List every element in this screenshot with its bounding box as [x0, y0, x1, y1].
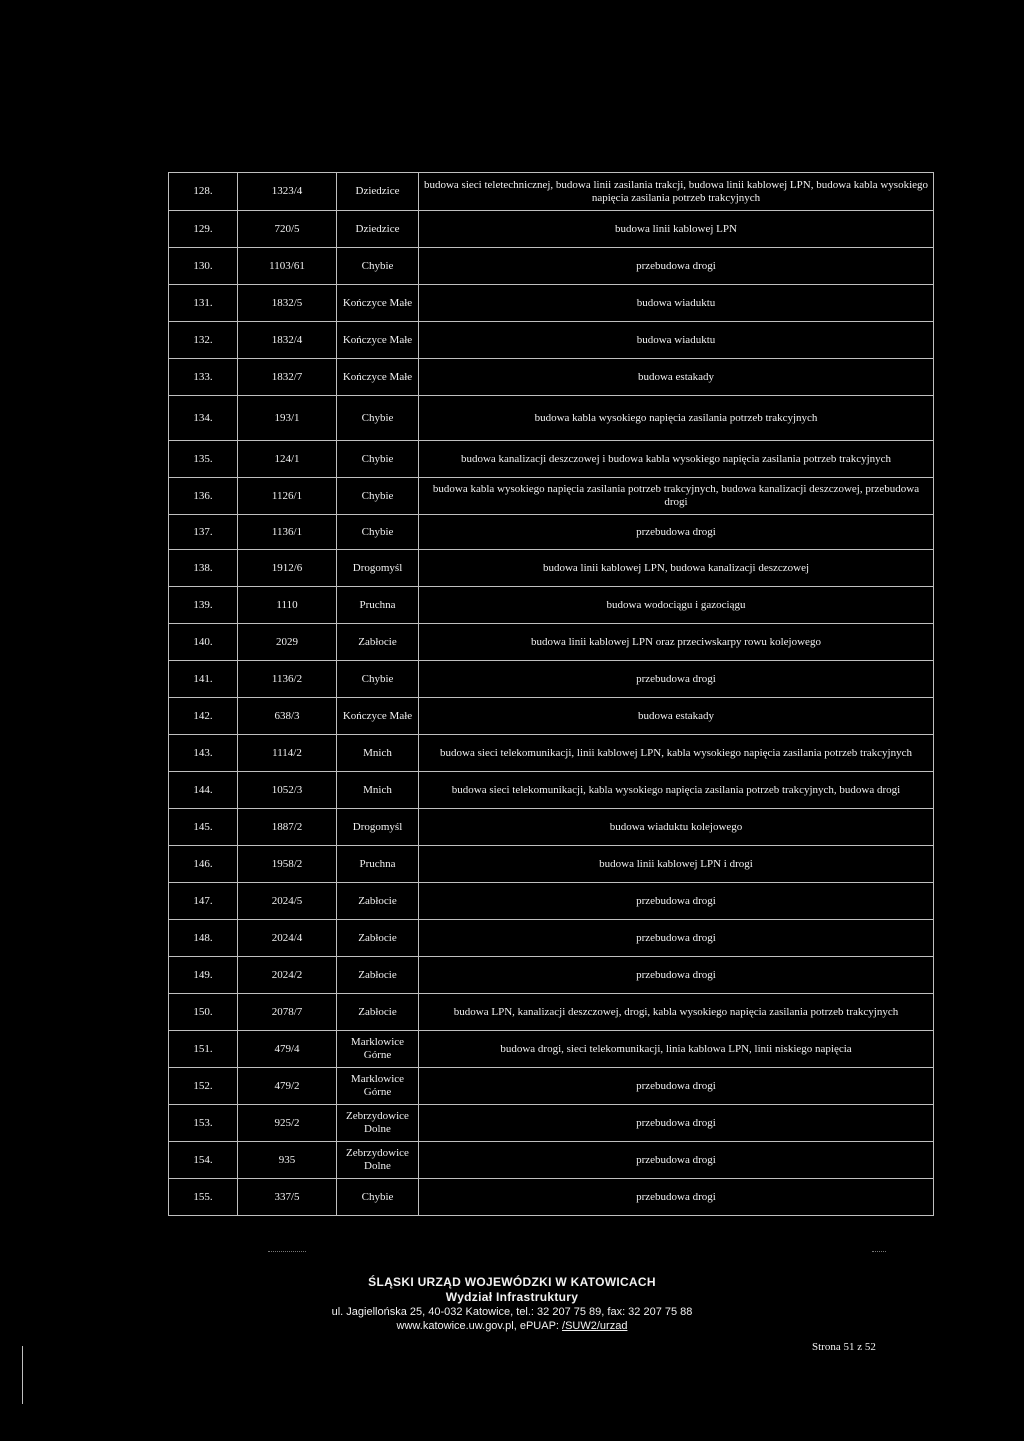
row-number: 154.: [169, 1142, 238, 1179]
parcel-number: 1832/5: [238, 285, 337, 322]
precinct-name: Chybie: [337, 478, 419, 515]
row-number: 130.: [169, 248, 238, 285]
row-number: 155.: [169, 1179, 238, 1216]
table-row: [169, 211, 934, 248]
table-row: [169, 1105, 934, 1142]
row-number: 139.: [169, 587, 238, 624]
parcel-number: 720/5: [238, 211, 337, 248]
table-row: [169, 322, 934, 359]
table-row: [169, 515, 934, 550]
row-number: 134.: [169, 396, 238, 441]
parcel-number: 1136/1: [238, 515, 337, 550]
works-description: budowa linii kablowej LPN i drogi: [419, 846, 934, 883]
margin-rule: [22, 1346, 23, 1404]
precinct-name: Chybie: [337, 441, 419, 478]
parcel-number: 1136/2: [238, 661, 337, 698]
table-row: [169, 248, 934, 285]
table-row: [169, 285, 934, 322]
works-description: budowa wiaduktu: [419, 322, 934, 359]
table-row: [169, 957, 934, 994]
table-row: [169, 396, 934, 441]
precinct-name: Zebrzydowice Dolne: [337, 1142, 419, 1179]
works-description: budowa drogi, sieci telekomunikacji, linia kablowa LPN, linii niskiego napięcia: [419, 1031, 934, 1068]
row-number: 137.: [169, 515, 238, 550]
row-number: 150.: [169, 994, 238, 1031]
works-description: przebudowa drogi: [419, 1068, 934, 1105]
parcel-number: 193/1: [238, 396, 337, 441]
parcel-number: 935: [238, 1142, 337, 1179]
precinct-name: Chybie: [337, 396, 419, 441]
row-number: 141.: [169, 661, 238, 698]
works-description: przebudowa drogi: [419, 957, 934, 994]
precinct-name: Zebrzydowice Dolne: [337, 1105, 419, 1142]
precinct-name: Zabłocie: [337, 920, 419, 957]
table-row: [169, 359, 934, 396]
works-description: budowa kabla wysokiego napięcia zasilania potrzeb trakcyjnych: [419, 396, 934, 441]
table-row: [169, 846, 934, 883]
works-description: budowa LPN, kanalizacji deszczowej, drogi, kabla wysokiego napięcia zasilania potrzeb trakcyjnych: [419, 994, 934, 1031]
row-number: 128.: [169, 173, 238, 211]
works-description: budowa kanalizacji deszczowej i budowa kabla wysokiego napięcia zasilania potrzeb trakcyjnych: [419, 441, 934, 478]
works-description: budowa estakady: [419, 359, 934, 396]
row-number: 142.: [169, 698, 238, 735]
footer-separator-left: [268, 1251, 306, 1253]
precinct-name: Zabłocie: [337, 624, 419, 661]
works-description: przebudowa drogi: [419, 1142, 934, 1179]
table-row: [169, 478, 934, 515]
precinct-name: Pruchna: [337, 846, 419, 883]
footer-web-line: [0, 1319, 1024, 1333]
precinct-name: Kończyce Małe: [337, 359, 419, 396]
precinct-name: Dziedzice: [337, 211, 419, 248]
row-number: 146.: [169, 846, 238, 883]
row-number: 153.: [169, 1105, 238, 1142]
row-number: 140.: [169, 624, 238, 661]
parcels-table: [168, 172, 934, 1216]
table-row: [169, 1179, 934, 1216]
row-number: 152.: [169, 1068, 238, 1105]
parcel-number: 1103/61: [238, 248, 337, 285]
parcel-number: 2029: [238, 624, 337, 661]
precinct-name: Zabłocie: [337, 994, 419, 1031]
precinct-name: Drogomyśl: [337, 550, 419, 587]
table-row: [169, 920, 934, 957]
page-number: Strona 51 z 52: [812, 1341, 876, 1353]
row-number: 138.: [169, 550, 238, 587]
table-row: [169, 994, 934, 1031]
works-description: przebudowa drogi: [419, 883, 934, 920]
parcels-table-body: [169, 173, 934, 1216]
works-description: budowa sieci telekomunikacji, kabla wysokiego napięcia zasilania potrzeb trakcyjnych, budowa drogi: [419, 772, 934, 809]
parcel-number: 479/4: [238, 1031, 337, 1068]
row-number: 147.: [169, 883, 238, 920]
works-description: budowa wiaduktu kolejowego: [419, 809, 934, 846]
precinct-name: Kończyce Małe: [337, 698, 419, 735]
precinct-name: Chybie: [337, 248, 419, 285]
precinct-name: Marklowice Górne: [337, 1068, 419, 1105]
precinct-name: Zabłocie: [337, 883, 419, 920]
parcel-number: 925/2: [238, 1105, 337, 1142]
precinct-name: Chybie: [337, 515, 419, 550]
footer: [0, 1275, 1024, 1333]
parcel-number: 1958/2: [238, 846, 337, 883]
parcel-number: 1126/1: [238, 478, 337, 515]
parcel-number: 337/5: [238, 1179, 337, 1216]
table-row: [169, 550, 934, 587]
parcel-number: 1323/4: [238, 173, 337, 211]
precinct-name: Chybie: [337, 661, 419, 698]
table-row: [169, 809, 934, 846]
footer-separator-right: [872, 1251, 886, 1253]
precinct-name: Marklowice Górne: [337, 1031, 419, 1068]
works-description: budowa wiaduktu: [419, 285, 934, 322]
row-number: 151.: [169, 1031, 238, 1068]
parcel-number: 1887/2: [238, 809, 337, 846]
row-number: 149.: [169, 957, 238, 994]
parcel-number: 2078/7: [238, 994, 337, 1031]
row-number: 136.: [169, 478, 238, 515]
table-row: [169, 735, 934, 772]
works-description: budowa linii kablowej LPN oraz przeciwskarpy rowu kolejowego: [419, 624, 934, 661]
parcel-number: 1912/6: [238, 550, 337, 587]
table-row: [169, 1031, 934, 1068]
row-number: 135.: [169, 441, 238, 478]
table-row: [169, 1142, 934, 1179]
precinct-name: Mnich: [337, 772, 419, 809]
parcel-number: 479/2: [238, 1068, 337, 1105]
works-description: budowa linii kablowej LPN: [419, 211, 934, 248]
row-number: 129.: [169, 211, 238, 248]
works-description: budowa linii kablowej LPN, budowa kanalizacji deszczowej: [419, 550, 934, 587]
parcel-number: 2024/4: [238, 920, 337, 957]
works-description: budowa sieci telekomunikacji, linii kablowej LPN, kabla wysokiego napięcia zasilania potrzeb trakcyjnych: [419, 735, 934, 772]
row-number: 143.: [169, 735, 238, 772]
works-description: przebudowa drogi: [419, 661, 934, 698]
parcel-number: 1832/7: [238, 359, 337, 396]
table-row: [169, 441, 934, 478]
precinct-name: Kończyce Małe: [337, 285, 419, 322]
row-number: 148.: [169, 920, 238, 957]
precinct-name: Kończyce Małe: [337, 322, 419, 359]
table-row: [169, 698, 934, 735]
footer-office-name: ŚLĄSKI URZĄD WOJEWÓDZKI W KATOWICACH: [368, 1275, 656, 1289]
table-row: [169, 587, 934, 624]
table-row: [169, 1068, 934, 1105]
works-description: budowa estakady: [419, 698, 934, 735]
parcel-number: 2024/2: [238, 957, 337, 994]
works-description: przebudowa drogi: [419, 1179, 934, 1216]
footer-department: Wydział Infrastruktury: [445, 1290, 579, 1304]
parcel-number: 2024/5: [238, 883, 337, 920]
precinct-name: Zabłocie: [337, 957, 419, 994]
works-description: przebudowa drogi: [419, 920, 934, 957]
precinct-name: Drogomyśl: [337, 809, 419, 846]
parcel-number: 124/1: [238, 441, 337, 478]
parcel-number: 1052/3: [238, 772, 337, 809]
precinct-name: Pruchna: [337, 587, 419, 624]
works-description: budowa sieci teletechnicznej, budowa linii zasilania trakcji, budowa linii kablowej LPN, budowa kabla wysokiego napięcia zasilania potrzeb trakcyjnych: [419, 173, 934, 211]
parcel-number: 638/3: [238, 698, 337, 735]
parcel-number: 1832/4: [238, 322, 337, 359]
table-row: [169, 661, 934, 698]
footer-address: ul. Jagiellońska 25, 40-032 Katowice, tel.: 32 207 75 89, fax: 32 207 75 88: [331, 1306, 693, 1318]
works-description: przebudowa drogi: [419, 248, 934, 285]
table-row: [169, 883, 934, 920]
table-row: [169, 173, 934, 211]
footer-website: www.katowice.uw.gov.pl, ePUAP:: [396, 1320, 563, 1332]
row-number: 133.: [169, 359, 238, 396]
precinct-name: Chybie: [337, 1179, 419, 1216]
works-description: budowa wodociągu i gazociągu: [419, 587, 934, 624]
parcel-number: 1110: [238, 587, 337, 624]
parcel-number: 1114/2: [238, 735, 337, 772]
row-number: 144.: [169, 772, 238, 809]
footer-epuap-link[interactable]: /SUW2/urzad: [562, 1320, 628, 1332]
row-number: 145.: [169, 809, 238, 846]
table-row: [169, 772, 934, 809]
row-number: 132.: [169, 322, 238, 359]
parcels-table-wrap: [168, 172, 929, 1216]
precinct-name: Mnich: [337, 735, 419, 772]
row-number: 131.: [169, 285, 238, 322]
works-description: przebudowa drogi: [419, 515, 934, 550]
table-row: [169, 624, 934, 661]
works-description: przebudowa drogi: [419, 1105, 934, 1142]
works-description: budowa kabla wysokiego napięcia zasilania potrzeb trakcyjnych, budowa kanalizacji deszczowej, przebudowa drogi: [419, 478, 934, 515]
precinct-name: Dziedzice: [337, 173, 419, 211]
